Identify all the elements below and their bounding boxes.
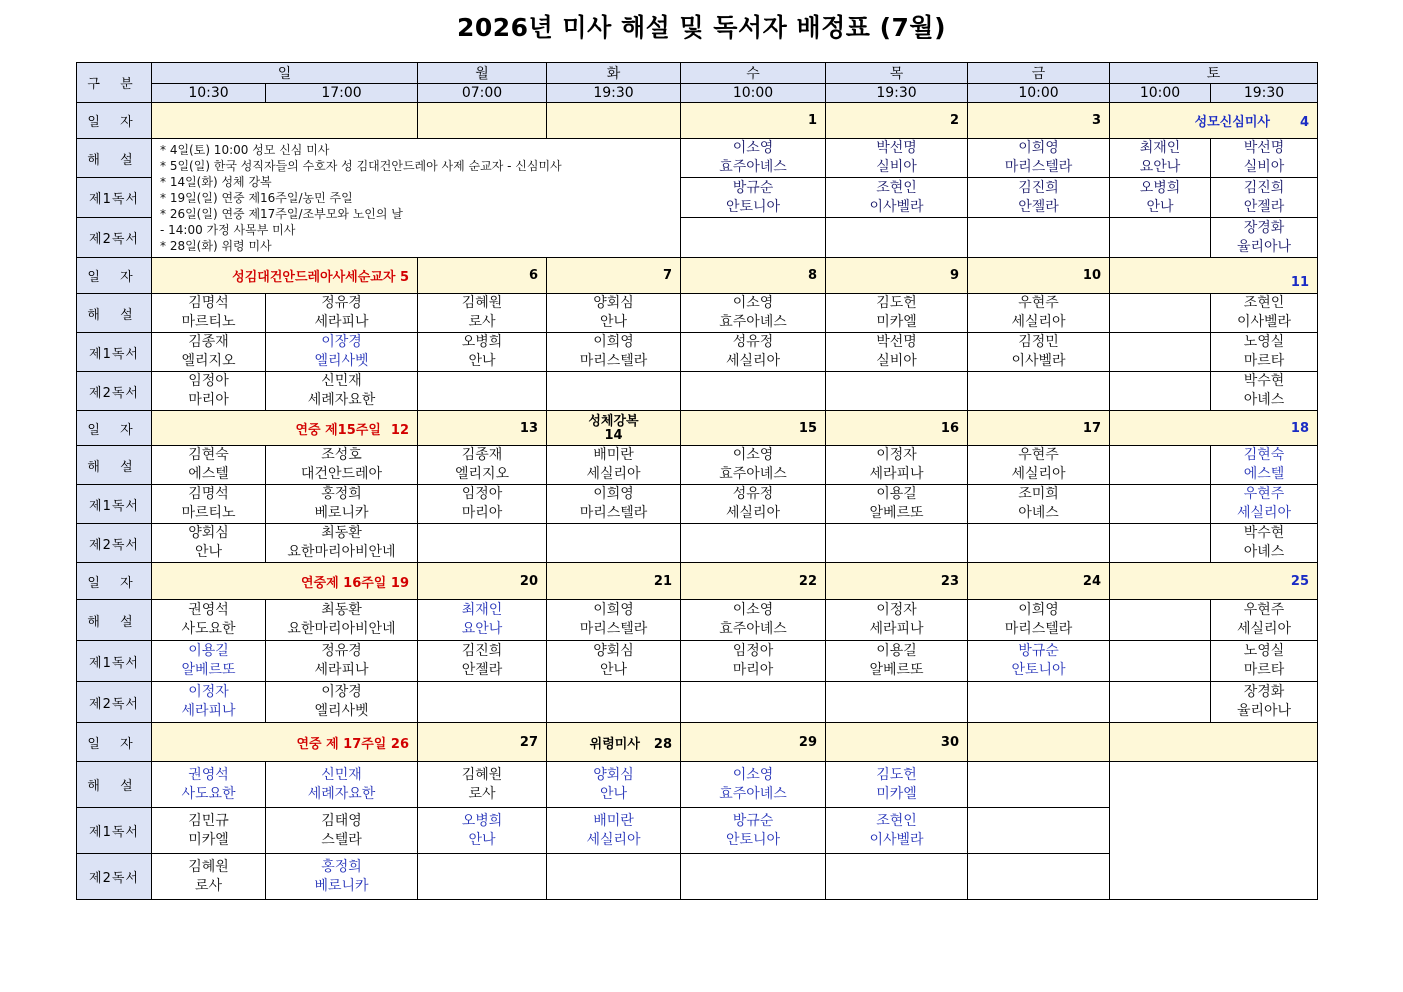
header-day-sun: 일 [152, 63, 418, 84]
assignee-cell: 김명석 마르티노 [152, 485, 266, 524]
date-cell: 17 [968, 411, 1110, 446]
assignee-cell: 홍정희 베로니카 [266, 854, 418, 900]
assignee-cell: 방규순 안토니아 [681, 808, 826, 854]
date-cell: 16 [826, 411, 968, 446]
assignee-cell: 최재인 요안나 [1110, 139, 1211, 178]
date-number: 14 [604, 428, 623, 443]
date-number: 4 [1299, 115, 1309, 130]
assignee-cell: 최재인 요안나 [418, 600, 547, 641]
assignee-cell: 노영실 마르타 [1211, 333, 1318, 372]
assignee-cell [418, 372, 547, 411]
date-cell: 13 [418, 411, 547, 446]
row-label-date: 일 자 [77, 723, 152, 762]
assignee-cell [547, 854, 681, 900]
date-cell: 20 [418, 563, 547, 600]
assignee-cell [1110, 218, 1211, 258]
assignee-cell: 조현인 이사벨라 [826, 178, 968, 218]
date-cell: 8 [681, 258, 826, 294]
assignee-cell: 이소영 효주아녜스 [681, 446, 826, 485]
assignee-cell: 이정자 세라피나 [152, 682, 266, 723]
assignee-cell [681, 854, 826, 900]
assignee-cell: 양회심 안나 [547, 641, 681, 682]
assignee-cell [1110, 524, 1211, 563]
assignee-cell: 김종재 엘리지오 [152, 333, 266, 372]
date-label: 위령미사 [589, 736, 640, 752]
row-label-reader2: 제2독서 [77, 218, 152, 258]
assignee-cell: 오병희 안나 [418, 333, 547, 372]
assignee-cell [968, 218, 1110, 258]
assignee-cell [1110, 600, 1211, 641]
assignee-cell [968, 854, 1110, 900]
assignee-cell: 이용길 알베르또 [152, 641, 266, 682]
assignee-cell: 방규순 안토니아 [681, 178, 826, 218]
row-label-commentary: 해 설 [77, 600, 152, 641]
page-title: 2026년 미사 해설 및 독서자 배정표 (7월) [457, 13, 946, 42]
row-label-date: 일 자 [77, 103, 152, 139]
header-day-sat: 토 [1110, 63, 1318, 84]
assignee-cell: 임정아 마리아 [418, 485, 547, 524]
row-label-commentary: 해 설 [77, 446, 152, 485]
assignee-cell: 김혜원 로사 [152, 854, 266, 900]
date-cell [152, 563, 418, 600]
assignee-cell: 우현주 세실리아 [968, 446, 1110, 485]
assignee-cell: 박선명 실비아 [826, 333, 968, 372]
date-cell [547, 723, 681, 762]
date-label: 성김대건안드레아사세순교자 [232, 270, 396, 285]
assignee-cell: 김현숙 에스텔 [1211, 446, 1318, 485]
row-label-reader1: 제1독서 [77, 808, 152, 854]
assignee-cell: 김도헌 미카엘 [826, 762, 968, 808]
date-cell [1110, 723, 1318, 762]
notes-box: * 4일(토) 10:00 성모 신심 미사 * 5일(일) 한국 성직자들의 수호자 성 김대건안드레아 사제 순교자 - 신심미사 * 14일(화) 성체 강복 * 19일(일) 연중 제16주일/농민 주일 * 26일(일) 연중 제17주일/조부모와 노인의 날 - 14:00 가정 사목부 미사 * 28일(화) 위령 미사 [152, 139, 681, 258]
date-cell: 30 [826, 723, 968, 762]
date-number: 5 [399, 270, 409, 285]
assignee-cell: 박수현 아녜스 [1211, 372, 1318, 411]
assignee-cell: 우현주 세실리아 [1211, 485, 1318, 524]
header-time: 19:30 [826, 84, 968, 103]
assignee-cell: 이용길 알베르또 [826, 485, 968, 524]
assignee-cell: 홍정희 베로니카 [266, 485, 418, 524]
assignee-cell [1110, 446, 1211, 485]
assignee-cell [418, 854, 547, 900]
row-label-date: 일 자 [77, 258, 152, 294]
assignee-cell: 이정자 세라피나 [826, 600, 968, 641]
assignee-cell [826, 372, 968, 411]
assignee-cell: 임정아 마리아 [152, 372, 266, 411]
assignee-cell: 우현주 세실리아 [1211, 600, 1318, 641]
assignee-cell [681, 218, 826, 258]
assignee-cell [968, 524, 1110, 563]
assignee-cell: 김진희 안젤라 [418, 641, 547, 682]
assignee-cell: 이희영 마리스텔라 [968, 139, 1110, 178]
header-time: 19:30 [1211, 84, 1318, 103]
assignee-cell: 이장경 엘리사벳 [266, 682, 418, 723]
row-label-reader2: 제2독서 [77, 854, 152, 900]
assignee-cell: 김종재 엘리지오 [418, 446, 547, 485]
assignee-cell: 김태영 스텔라 [266, 808, 418, 854]
date-cell: 11 [1110, 258, 1318, 294]
date-cell: 3 [968, 103, 1110, 139]
date-label: 성모신심미사 [1194, 115, 1270, 130]
assignee-cell: 조성호 대건안드레아 [266, 446, 418, 485]
date-cell: 18 [1110, 411, 1318, 446]
assignee-cell [681, 524, 826, 563]
row-label-reader1: 제1독서 [77, 641, 152, 682]
assignee-cell [1110, 641, 1211, 682]
row-label-reader1: 제1독서 [77, 485, 152, 524]
assignee-cell [681, 372, 826, 411]
assignee-cell: 양회심 안나 [547, 762, 681, 808]
row-label-date: 일 자 [77, 563, 152, 600]
date-cell: 10 [968, 258, 1110, 294]
assignee-cell: 김도헌 미카엘 [826, 294, 968, 333]
assignee-cell: 이용길 알베르또 [826, 641, 968, 682]
header-time: 10:00 [1110, 84, 1211, 103]
assignee-cell: 김정민 이사벨라 [968, 333, 1110, 372]
assignee-cell [547, 682, 681, 723]
assignee-cell: 이희영 마리스텔라 [547, 600, 681, 641]
assignee-cell [547, 524, 681, 563]
assignee-cell [1110, 372, 1211, 411]
assignee-cell: 이희영 마리스텔라 [547, 485, 681, 524]
assignee-cell: 신민재 세례자요한 [266, 372, 418, 411]
row-label-reader1: 제1독서 [77, 333, 152, 372]
assignee-cell: 김진희 안젤라 [1211, 178, 1318, 218]
header-day-thu: 목 [826, 63, 968, 84]
date-cell [152, 411, 418, 446]
assignee-cell: 성유정 세실리아 [681, 333, 826, 372]
date-cell: 27 [418, 723, 547, 762]
date-cell: 7 [547, 258, 681, 294]
assignee-cell: 우현주 세실리아 [968, 294, 1110, 333]
header-time: 17:00 [266, 84, 418, 103]
date-cell [152, 723, 418, 762]
date-number: 28 [653, 736, 672, 752]
date-number: 19 [390, 575, 409, 591]
header-day-mon: 월 [418, 63, 547, 84]
header-time: 10:00 [681, 84, 826, 103]
date-cell: 23 [826, 563, 968, 600]
assignee-cell: 양회심 안나 [547, 294, 681, 333]
date-label: 연중 제15주일 [295, 422, 381, 438]
assignee-cell: 이희영 마리스텔라 [547, 333, 681, 372]
assignee-cell: 박선명 실비아 [826, 139, 968, 178]
assignee-cell: 임정아 마리아 [681, 641, 826, 682]
date-label: 성체강복 [588, 414, 639, 429]
assignee-cell: 오병희 안나 [418, 808, 547, 854]
header-time: 07:00 [418, 84, 547, 103]
assignee-cell: 이소영 효주아녜스 [681, 762, 826, 808]
assignee-cell: 노영실 마르타 [1211, 641, 1318, 682]
date-cell [547, 103, 681, 139]
assignee-cell: 박선명 실비아 [1211, 139, 1318, 178]
date-number: 12 [390, 422, 409, 438]
assignee-cell: 장경화 율리아나 [1211, 218, 1318, 258]
assignee-cell [1110, 485, 1211, 524]
assignee-cell [968, 372, 1110, 411]
date-cell: 24 [968, 563, 1110, 600]
assignee-cell [826, 218, 968, 258]
assignee-cell [418, 524, 547, 563]
date-label: 연중 제 17주일 [296, 736, 387, 752]
assignee-cell: 이소영 효주아녜스 [681, 600, 826, 641]
date-cell [968, 723, 1110, 762]
assignee-cell [1110, 294, 1211, 333]
date-cell [547, 411, 681, 446]
assignee-cell: 권영석 사도요한 [152, 762, 266, 808]
date-cell: 15 [681, 411, 826, 446]
assignee-cell: 오병희 안나 [1110, 178, 1211, 218]
assignee-cell [547, 372, 681, 411]
assignee-cell: 권영석 사도요한 [152, 600, 266, 641]
date-cell [152, 258, 418, 294]
assignee-cell: 정유경 세라피나 [266, 294, 418, 333]
assignee-cell: 양회심 안나 [152, 524, 266, 563]
assignee-cell: 이소영 효주아녜스 [681, 294, 826, 333]
row-label-commentary: 해 설 [77, 294, 152, 333]
date-cell [418, 103, 547, 139]
date-cell: 21 [547, 563, 681, 600]
date-label: 연중제 16주일 [300, 575, 387, 591]
date-cell: 2 [826, 103, 968, 139]
assignee-cell: 성유정 세실리아 [681, 485, 826, 524]
row-label-commentary: 해 설 [77, 762, 152, 808]
assignee-cell: 박수현 아녜스 [1211, 524, 1318, 563]
date-cell: 9 [826, 258, 968, 294]
assignee-cell: 이정자 세라피나 [826, 446, 968, 485]
assignee-cell: 김명석 마르티노 [152, 294, 266, 333]
header-time: 10:30 [152, 84, 266, 103]
assignee-cell: 조미희 아녜스 [968, 485, 1110, 524]
date-cell: 29 [681, 723, 826, 762]
header-time: 10:00 [968, 84, 1110, 103]
assignee-cell [826, 524, 968, 563]
row-label-commentary: 해 설 [77, 139, 152, 178]
header-time: 19:30 [547, 84, 681, 103]
row-label-reader2: 제2독서 [77, 524, 152, 563]
assignee-cell [1110, 333, 1211, 372]
empty-cell [1110, 762, 1318, 900]
date-cell: 6 [418, 258, 547, 294]
assignee-cell: 장경화 율리아나 [1211, 682, 1318, 723]
assignee-cell [1110, 682, 1211, 723]
assignee-cell: 배미란 세실리아 [547, 808, 681, 854]
header-day-wed: 수 [681, 63, 826, 84]
assignee-cell: 방규순 안토니아 [968, 641, 1110, 682]
row-label-reader2: 제2독서 [77, 682, 152, 723]
row-label-reader2: 제2독서 [77, 372, 152, 411]
date-number: 26 [390, 736, 409, 752]
assignee-cell: 이희영 마리스텔라 [968, 600, 1110, 641]
row-label-date: 일 자 [77, 411, 152, 446]
assignee-cell: 김혜원 로사 [418, 294, 547, 333]
date-cell: 22 [681, 563, 826, 600]
assignee-cell: 최동환 요한마리아비안네 [266, 524, 418, 563]
assignee-cell [968, 762, 1110, 808]
assignee-cell: 조현인 이사벨라 [826, 808, 968, 854]
assignee-cell: 김현숙 에스텔 [152, 446, 266, 485]
date-cell: 1 [681, 103, 826, 139]
assignee-cell [826, 854, 968, 900]
row-label-reader1: 제1독서 [77, 178, 152, 218]
assignee-cell [418, 682, 547, 723]
assignee-cell: 조현인 이사벨라 [1211, 294, 1318, 333]
assignee-cell: 이장경 엘리사벳 [266, 333, 418, 372]
date-cell [1110, 103, 1318, 139]
header-gubun: 구 분 [77, 63, 152, 103]
header-day-tue: 화 [547, 63, 681, 84]
assignee-cell: 김혜원 로사 [418, 762, 547, 808]
assignee-cell [826, 682, 968, 723]
assignee-cell: 신민재 세례자요한 [266, 762, 418, 808]
assignee-cell: 정유경 세라피나 [266, 641, 418, 682]
assignee-cell: 김민규 미카엘 [152, 808, 266, 854]
header-day-fri: 금 [968, 63, 1110, 84]
date-cell [152, 103, 418, 139]
date-cell: 25 [1110, 563, 1318, 600]
assignee-cell: 배미란 세실리아 [547, 446, 681, 485]
assignee-cell [968, 682, 1110, 723]
assignee-cell: 이소영 효주아녜스 [681, 139, 826, 178]
schedule-table [76, 62, 1318, 900]
assignee-cell [968, 808, 1110, 854]
assignee-cell: 최동환 요한마리아비안네 [266, 600, 418, 641]
assignee-cell [681, 682, 826, 723]
assignee-cell: 김진희 안젤라 [968, 178, 1110, 218]
